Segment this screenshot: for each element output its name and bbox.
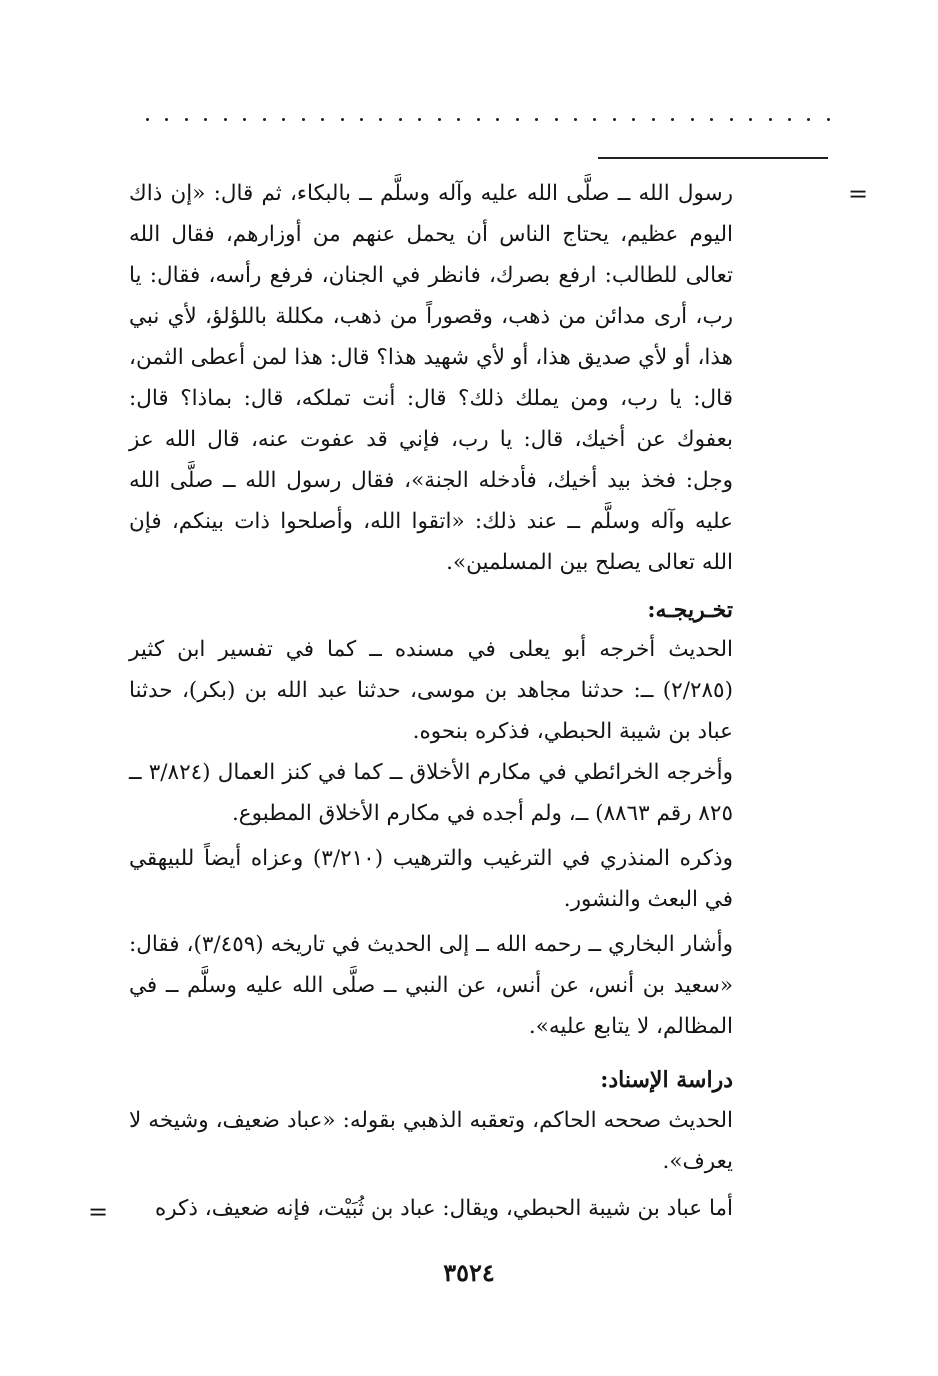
page-number: ٣٥٢٤: [443, 1258, 495, 1287]
separator-dot: [671, 118, 674, 121]
separator-dot: [165, 118, 168, 121]
takhrij-paragraph-1-wrap: [129, 629, 733, 752]
separator-dot: [535, 118, 538, 121]
separator-dot: [652, 118, 655, 121]
separator-dot: [516, 118, 519, 121]
takhrij-section: [129, 592, 733, 628]
isnad-paragraph: أما عباد بن شيبة الحبطي، ويقال: عباد بن ثُبَيْت، فإنه ضعيف، ذكره: [155, 1196, 733, 1221]
separator-dot: [360, 118, 363, 121]
takhrij-paragraph: الحديث أخرجه أبو يعلى في مسنده ــ كما في تفسير ابن كثير (٢/٢٨٥) ــ: حدثنا مجاهد بن موسى، حدثنا عبد الله بن (بكر)، حدثنا عباد بن شيبة الحبطي، فذكره بنحوه.: [129, 637, 733, 744]
separator-dot: [749, 118, 752, 121]
separator-dot: [224, 118, 227, 121]
separator-dot: [769, 118, 772, 121]
header-rule: [598, 157, 828, 159]
separator-dot: [827, 118, 830, 121]
separator-dot: [399, 118, 402, 121]
intro-section: [129, 173, 733, 583]
separator-dot: [204, 118, 207, 121]
separator-dot: [282, 118, 285, 121]
takhrij-paragraph-4-wrap: [129, 924, 733, 1047]
separator-dot: [457, 118, 460, 121]
separator-dot: [632, 118, 635, 121]
takhrij-paragraph: وأخرجه الخرائطي في مكارم الأخلاق ــ كما في كنز العمال (٣/٨٢٤ ــ ٨٢٥ رقم ٨٨٦٣) ــ، ولم أجده في مكارم الأخلاق المطبوع.: [129, 760, 733, 826]
separator-dot: [574, 118, 577, 121]
continuation-mark-top: =: [848, 180, 869, 208]
separator-dot: [418, 118, 421, 121]
separator-dot: [379, 118, 382, 121]
separator-dot: [613, 118, 616, 121]
continuation-mark-bottom: =: [88, 1198, 109, 1226]
isnad-paragraph: الحديث صححه الحاكم، وتعقبه الذهبي بقوله: «عباد ضعيف، وشيخه لا يعرف».: [129, 1108, 733, 1174]
isnad-heading: دراسة الإسناد:: [600, 1067, 733, 1093]
intro-paragraph: رسول الله ــ صلَّى الله عليه وآله وسلَّم ــ بالبكاء، ثم قال: «إن ذاك اليوم عظيم، يحتاج الناس أن يحمل عنهم من أوزارهم، فقال الله تعالى للطالب: ارفع بصرك، فانظر في الجنان، فرفع رأسه، فقال: يا رب، أرى مدائن من ذهب، وقصوراً من ذهب، مكللة باللؤلؤ، لأي نبي هذا، أو لأي صديق هذا، أو لأي شهيد هذا؟ قال: هذا لمن أعطى الثمن، قال: يا رب، ومن يملك ذلك؟ قال: أنت تملكه، قال: بماذا؟ قال: بعفوك عن أخيك، قال: يا رب، فإني قد عفوت عنه، قال الله عز وجل: فخذ بيد أخيك، فأدخله الجنة»، فقال رسول الله ــ صلَّى الله عليه وآله وسلَّم ــ عند ذلك: «اتقوا الله، وأصلحوا ذات بينكم، فإن الله تعالى يصلح بين المسلمين».: [129, 181, 733, 575]
separator-dot: [730, 118, 733, 121]
takhrij-paragraph-3-wrap: [129, 838, 733, 920]
isnad-paragraph-1-wrap: [129, 1100, 733, 1182]
isnad-paragraph-2-wrap: [129, 1188, 733, 1229]
separator-dot: [477, 118, 480, 121]
separator-dot: [555, 118, 558, 121]
separator-dot: [341, 118, 344, 121]
separator-dot: [593, 118, 596, 121]
dotted-separator: [146, 112, 830, 126]
separator-dot: [302, 118, 305, 121]
separator-dot: [185, 118, 188, 121]
separator-dot: [146, 118, 149, 121]
separator-dot: [496, 118, 499, 121]
separator-dot: [710, 118, 713, 121]
takhrij-paragraph: وذكره المنذري في الترغيب والترهيب (٣/٢١٠) وعزاه أيضاً للبيهقي في البعث والنشور.: [129, 846, 733, 912]
separator-dot: [788, 118, 791, 121]
separator-dot: [691, 118, 694, 121]
separator-dot: [263, 118, 266, 121]
separator-dot: [807, 118, 810, 121]
takhrij-paragraph: وأشار البخاري ــ رحمه الله ــ إلى الحديث في تاريخه (٣/٤٥٩)، فقال: «سعيد بن أنس، عن أنس، عن النبي ــ صلَّى الله عليه وسلَّم ــ في المظالم، لا يتابع عليه».: [129, 932, 733, 1039]
separator-dot: [438, 118, 441, 121]
takhrij-heading: تخـريجـه:: [647, 597, 733, 623]
isnad-section: [129, 1062, 733, 1098]
takhrij-paragraph-2-wrap: [129, 752, 733, 834]
separator-dot: [243, 118, 246, 121]
separator-dot: [321, 118, 324, 121]
